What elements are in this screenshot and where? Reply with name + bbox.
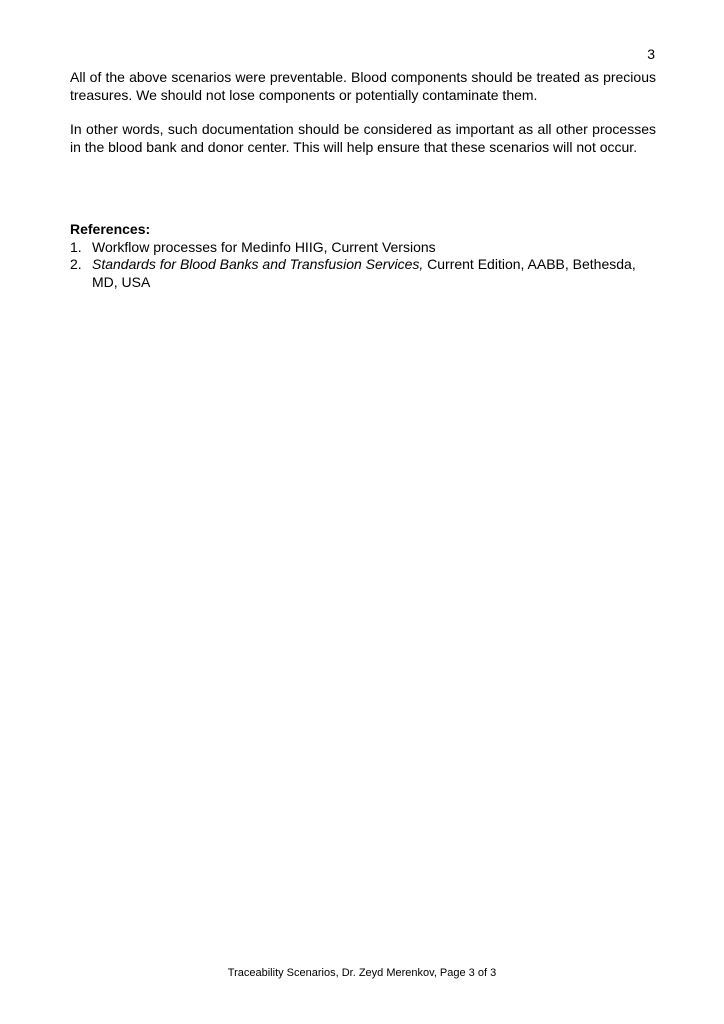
references-list bbox=[70, 239, 656, 292]
page-footer: Traceability Scenarios, Dr. Zeyd Merenkov, Page 3 of 3 bbox=[227, 967, 497, 979]
references-heading: References: bbox=[70, 221, 151, 237]
paragraph-preventable: All of the above scenarios were preventable. Blood components should be treated as precious treasures. We should not lose components or potentially contaminate them. bbox=[70, 69, 656, 103]
reference-title: Standards for Blood Banks and Transfusion Services, bbox=[92, 256, 424, 272]
reference-text: Current Edition, AABB, Bethesda, MD, USA bbox=[92, 256, 636, 290]
page-number: 3 bbox=[647, 46, 655, 62]
reference-number: 1. bbox=[70, 238, 82, 255]
paragraph-documentation: In other words, such documentation should be considered as important as all other processes in the blood bank and donor center. This will help ensure that these scenarios will not occur. bbox=[70, 121, 656, 155]
reference-number: 2. bbox=[70, 256, 82, 272]
references-section bbox=[70, 221, 656, 291]
reference-item bbox=[70, 239, 656, 257]
reference-text: Workflow processes for Medinfo HIIG, Current Versions bbox=[92, 238, 436, 255]
reference-item bbox=[70, 256, 656, 291]
